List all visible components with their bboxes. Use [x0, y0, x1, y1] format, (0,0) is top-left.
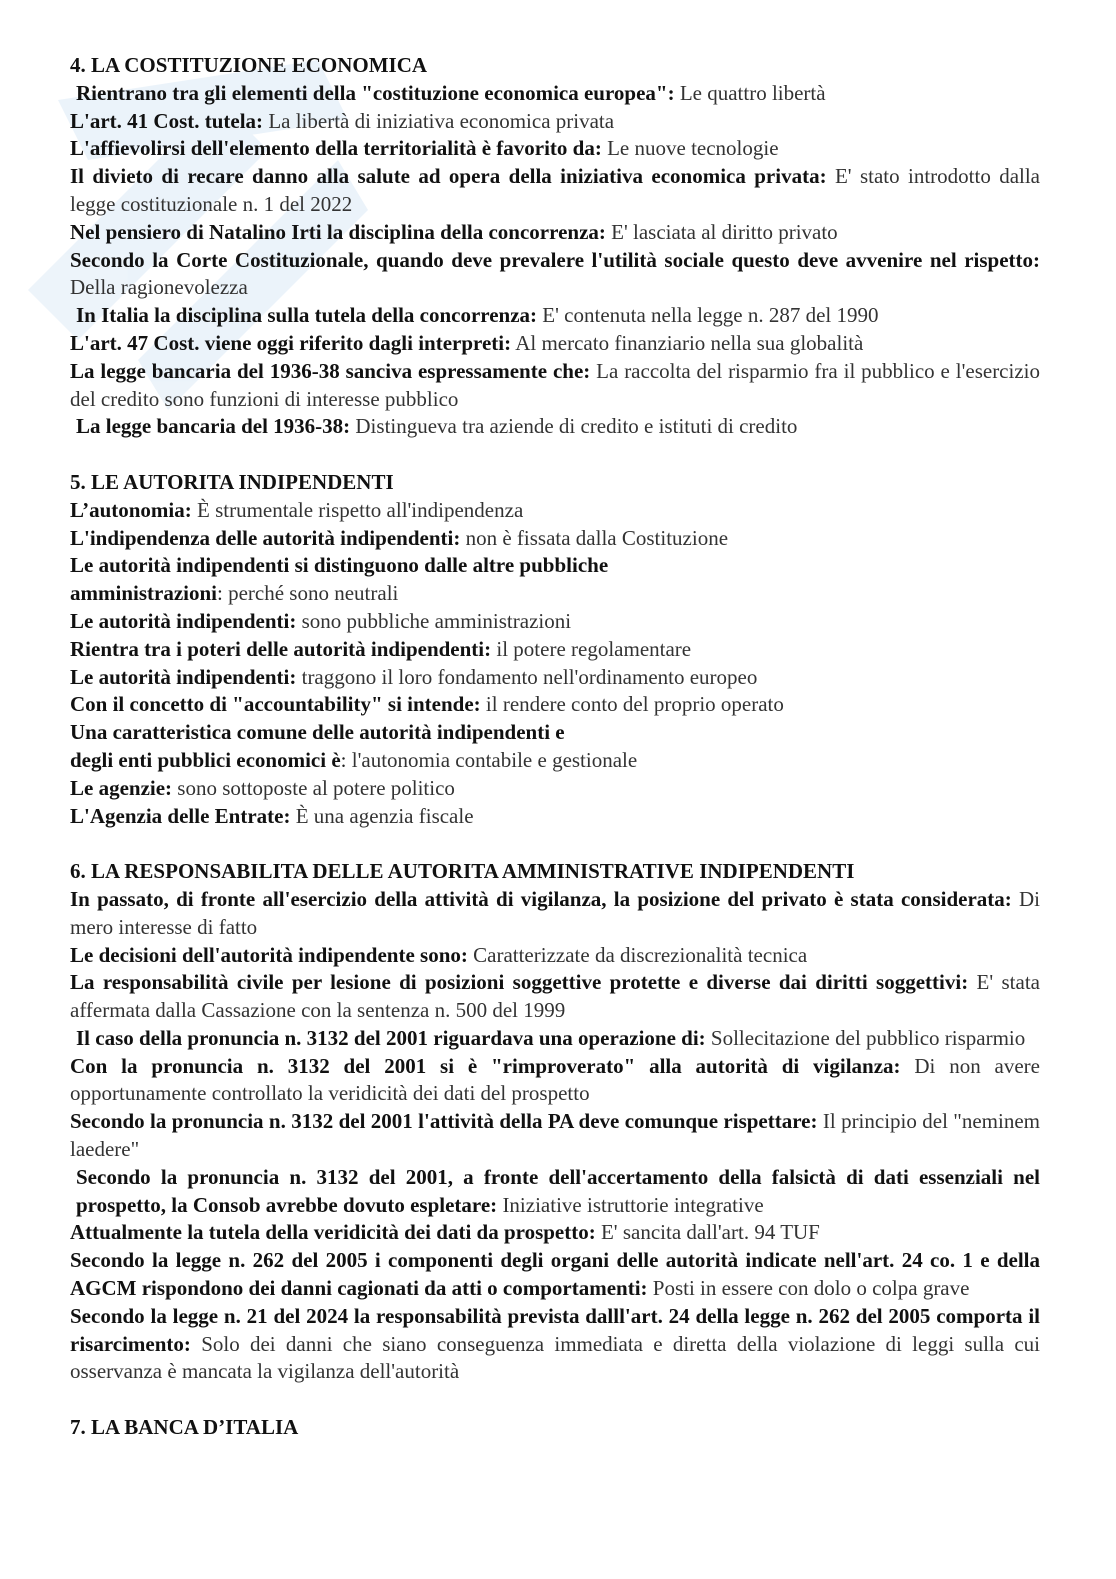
- qa-item: Secondo la legge n. 21 del 2024 la responsabilità prevista dalll'art. 24 della legge n. 262 del 2005 comporta il risarcimento: Solo dei danni che siano conseguenza immediata e diretta della violazione di leggi sulla cui osservanza è mancata la vigilanza dell'autorità: [70, 1303, 1041, 1384]
- qa-item: L'art. 47 Cost. viene oggi riferito dagli interpreti: Al mercato finanziario nella sua globalità: [70, 330, 864, 355]
- section-heading: 6. LA RESPONSABILITA DELLE AUTORITA AMMINISTRATIVE INDIPENDENTI: [70, 859, 855, 884]
- section-heading: 7. LA BANCA D’ITALIA: [70, 1415, 299, 1440]
- qa-item: Attualmente la tutela della veridicità dei dati da prospetto: E' sancita dall'art. 94 TUF: [70, 1220, 820, 1245]
- qa-item: L'art. 41 Cost. tutela: La libertà di iniziativa economica privata: [70, 108, 615, 133]
- qa-item: La responsabilità civile per lesione di posizioni soggettive protette e diverse dai diritti soggettivi: E' stata affermata dalla Cassazione con la sentenza n. 500 del 1999: [70, 970, 1040, 1023]
- section-heading: 5. LE AUTORITA INDIPENDENTI: [70, 469, 394, 494]
- qa-item: Le autorità indipendenti: sono pubbliche amministrazioni: [70, 608, 572, 633]
- qa-item: L'affievolirsi dell'elemento della territorialità è favorito da: Le nuove tecnologie: [70, 136, 779, 161]
- section-spacer: [70, 830, 1040, 858]
- qa-item: Nel pensiero di Natalino Irti la disciplina della concorrenza: E' lasciata al diritto privato: [70, 219, 838, 244]
- qa-item: Il divieto di recare danno alla salute ad opera della iniziativa economica privata: E' stato introdotto dalla legge costituzionale n. 1 del 2022: [70, 164, 1041, 216]
- qa-item: L'Agenzia delle Entrate: È una agenzia fiscale: [70, 803, 474, 828]
- qa-item: Secondo la pronuncia n. 3132 del 2001, a fronte dell'accertamento della falsictà di dati essenziali nel prospetto, la Consob avrebbe dovuto espletare: Iniziative istruttorie integrative: [76, 1164, 1040, 1217]
- section-spacer: [70, 1386, 1040, 1414]
- qa-item: Le autorità indipendenti: traggono il loro fondamento nell'ordinamento europeo: [70, 664, 758, 689]
- qa-item: La legge bancaria del 1936-38 sanciva espressamente che: La raccolta del risparmio fra il pubblico e l'esercizio del credito sono funzioni di interesse pubblico: [70, 358, 1040, 411]
- qa-item: Secondo la legge n. 262 del 2005 i componenti degli organi delle autorità indicate nell'art. 24 co. 1 e della AGCM rispondono dei danni cagionati da atti o comportamenti: Posti in essere con dolo o colpa grave: [70, 1248, 1040, 1301]
- section-spacer: [70, 441, 1040, 469]
- section-heading: 4. LA COSTITUZIONE ECONOMICA: [70, 53, 428, 77]
- qa-item: In Italia la disciplina sulla tutela della concorrenza: E' contenuta nella legge n. 287 del 1990: [76, 303, 879, 328]
- qa-item: Secondo la pronuncia n. 3132 del 2001 l'attività della PA deve comunque rispettare: Il principio del "neminem laedere": [70, 1109, 1040, 1162]
- qa-item: Il caso della pronuncia n. 3132 del 2001 riguardava una operazione di: Sollecitazione del pubblico risparmio: [76, 1025, 1026, 1050]
- qa-item: L’autonomia: È strumentale rispetto all'indipendenza: [70, 497, 524, 522]
- qa-item: Le agenzie: sono sottoposte al potere politico: [70, 775, 455, 800]
- qa-item: Rientra tra i poteri delle autorità indipendenti: il potere regolamentare: [70, 636, 692, 661]
- qa-item: La legge bancaria del 1936-38: Distingueva tra aziende di credito e istituti di credito: [76, 414, 798, 439]
- qa-item: Con la pronuncia n. 3132 del 2001 si è "rimproverato" alla autorità di vigilanza: Di non avere opportunamente controllato la veridicità dei dati del prospetto: [70, 1053, 1040, 1106]
- qa-item: Una caratteristica comune delle autorità indipendenti e degli enti pubblici economici è: l'autonomia contabile e gestionale: [70, 720, 638, 772]
- qa-item: Con il concetto di "accountability" si intende: il rendere conto del proprio operato: [70, 692, 784, 717]
- document-body: [70, 52, 1040, 1442]
- qa-item: Secondo la Corte Costituzionale, quando deve prevalere l'utilità sociale questo deve avvenire nel rispetto: Della ragionevolezza: [70, 247, 1040, 300]
- qa-item: Le autorità indipendenti si distinguono dalle altre pubbliche amministrazioni: perché sono neutrali: [70, 553, 609, 606]
- qa-item: Rientrano tra gli elementi della "costituzione economica europea": Le quattro libertà: [76, 80, 826, 105]
- qa-item: In passato, di fronte all'esercizio della attività di vigilanza, la posizione del privato è stata considerata: Di mero interesse di fatto: [70, 886, 1040, 939]
- qa-item: Le decisioni dell'autorità indipendente sono: Caratterizzate da discrezionalità tecnica: [70, 942, 808, 967]
- qa-item: L'indipendenza delle autorità indipendenti: non è fissata dalla Costituzione: [70, 525, 729, 550]
